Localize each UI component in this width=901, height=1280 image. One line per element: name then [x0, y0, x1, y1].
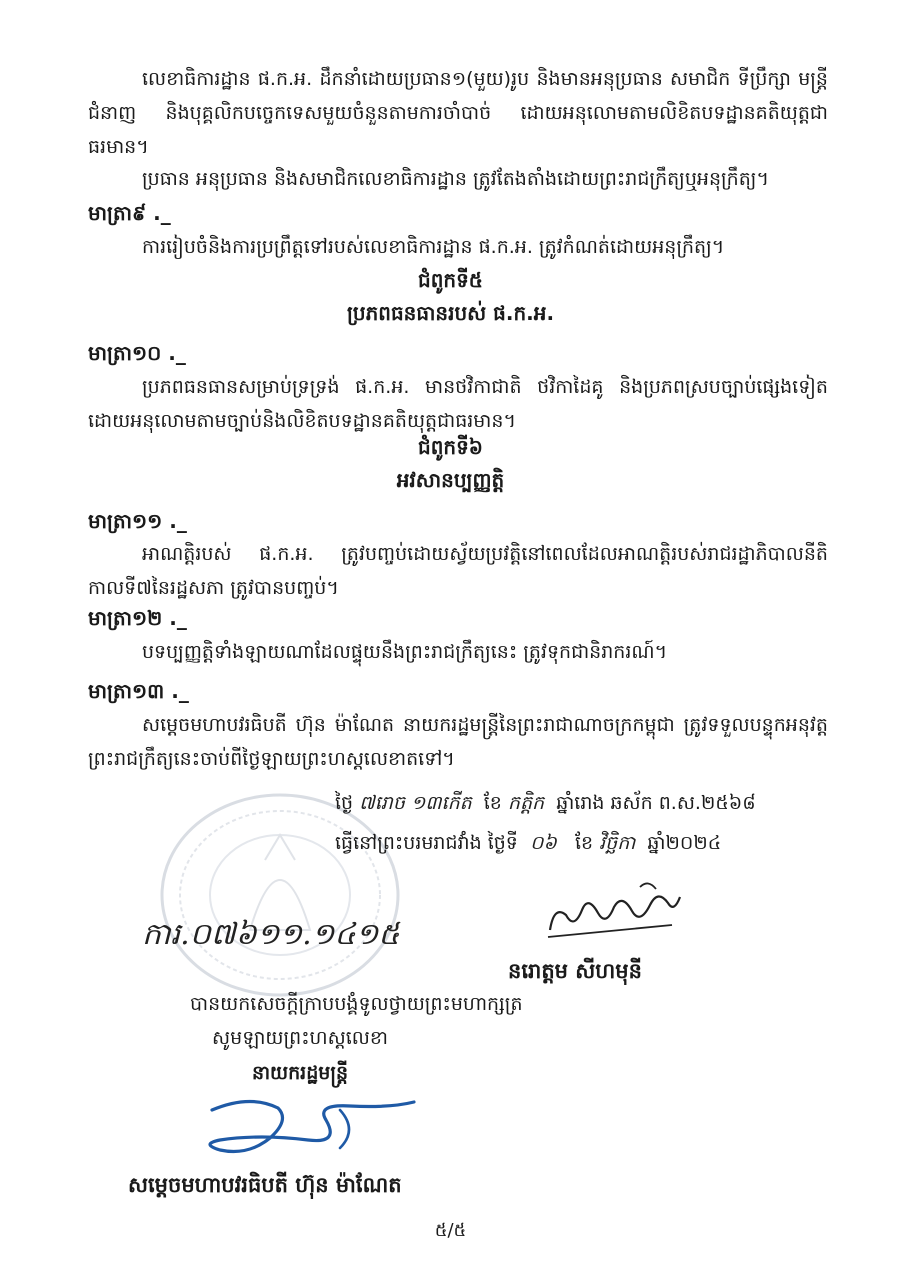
article-11-label: មាត្រា១១ ._	[88, 509, 187, 533]
lunar-month-handwritten: កត្តិក	[507, 792, 545, 814]
chapter-6-title: ជំពូកទី៦	[418, 435, 483, 459]
reference-number: ការ.០៧៦១១.១៤១៥	[142, 917, 400, 952]
solar-day-handwritten: ០៦	[529, 832, 557, 854]
article-12-label: មាត្រា១២ ._	[88, 606, 187, 630]
lunar-day-handwritten: ៧រោច ១៣កើត	[359, 792, 472, 814]
article-9-label: មាត្រា៩ ._	[88, 201, 171, 225]
prime-minister-title: នាយករដ្ឋមន្ត្រី	[251, 1062, 349, 1084]
paragraph-secretariat-composition: លេខាធិការដ្ឋាន ផ.ក.អ. ដឹកនាំដោយប្រធាន១(មួយ)រូប និងមានអនុប្រធាន សមាជិក ទីប្រឹក្សា មន្ត្រីជំនាញ និងបុគ្គលិកបច្ចេកទេសមួយចំនួនតាមការចាំបាច់ ដោយអនុលោមតាមលិខិតបទដ្ឋានគតិយុត្តជាធរមាន។	[88, 68, 828, 158]
king-name: នរោត្តម សីហមុនី	[508, 959, 642, 983]
article-10-label: មាត្រា១០ ._	[88, 341, 186, 365]
chapter-5-title: ជំពូកទី៥	[418, 268, 483, 292]
page-number: ៥/៥	[434, 1220, 467, 1241]
article-13-text: សម្ដេចមហាបវរធិបតី ហ៊ុន ម៉ាណែត នាយករដ្ឋមន្ត្រីនៃព្រះរាជាណាចក្រកម្ពុជា ត្រូវទទួលបន្ទុកអនុវត្តព្រះរាជក្រឹត្យនេះចាប់ពីថ្ងៃឡាយព្រះហស្តលេខាតទៅ។	[88, 714, 828, 770]
chapter-6-subtitle: អវសានប្បញ្ញត្តិ	[396, 468, 505, 492]
article-12-text: បទប្បញ្ញត្តិទាំងឡាយណាដែលផ្ទុយនឹងព្រះរាជក្រឹត្យនេះ ត្រូវទុកជានិរាករណ៍។	[142, 641, 668, 663]
solar-date-line: ធ្វើនៅព្រះបរមរាជវាំង ថ្ងៃទី ០៦ ខែ វិច្ឆិកា ឆ្នាំ២០២៤	[335, 832, 722, 854]
prime-minister-signature-icon	[190, 1090, 430, 1160]
article-11-text: អាណត្តិរបស់ ផ.ក.អ. ត្រូវបញ្ចប់ដោយស្វ័យប្រវត្តិនៅពេលដែលអាណត្តិរបស់រាជរដ្ឋាភិបាលនីតិកាលទី៧នៃរដ្ឋសភា ត្រូវបានបញ្ចប់។	[88, 543, 828, 599]
article-13-label: មាត្រា១៣ ._	[88, 679, 189, 703]
article-9-text: ការរៀបចំនិងការប្រព្រឹត្តទៅរបស់លេខាធិការដ្ឋាន ផ.ក.អ. ត្រូវកំណត់ដោយអនុក្រឹត្យ។	[142, 236, 725, 258]
presentation-line-2: សូមឡាយព្រះហស្តលេខា	[212, 1027, 388, 1049]
article-10-text: ប្រភពធនធានសម្រាប់ទ្រទ្រង់ ផ.ក.អ. មានថវិកាជាតិ ថវិកាដៃគូ និងប្រភពស្របច្បាប់ផ្សេងទៀត ដោយអនុលោមតាមច្បាប់និងលិខិតបទដ្ឋានគតិយុត្តជាធរមាន។	[88, 376, 828, 432]
lunar-date-line: ថ្ងៃ ៧រោច ១៣កើត ខែ កត្តិក ឆ្នាំរោង ឆស័ក ព.ស.២៥៦៨	[335, 792, 756, 814]
royal-seal-icon	[155, 790, 405, 1000]
solar-month-handwritten: វិច្ឆិកា	[599, 832, 636, 854]
chapter-5-subtitle: ប្រភពធនធានរបស់ ផ.ក.អ.	[346, 301, 555, 325]
prime-minister-name: សម្តេចមហាបវរធិបតី ហ៊ុន ម៉ាណែត	[128, 1173, 402, 1197]
king-signature-icon	[540, 875, 690, 945]
paragraph-appointment: ប្រធាន អនុប្រធាន និងសមាជិកលេខាធិការដ្ឋាន ត្រូវតែងតាំងដោយព្រះរាជក្រឹត្យឬអនុក្រឹត្យ។	[142, 168, 769, 190]
presentation-line-1: បានយកសេចក្តីក្រាបបង្គំទូលថ្វាយព្រះមហាក្សត្រ	[190, 993, 523, 1015]
